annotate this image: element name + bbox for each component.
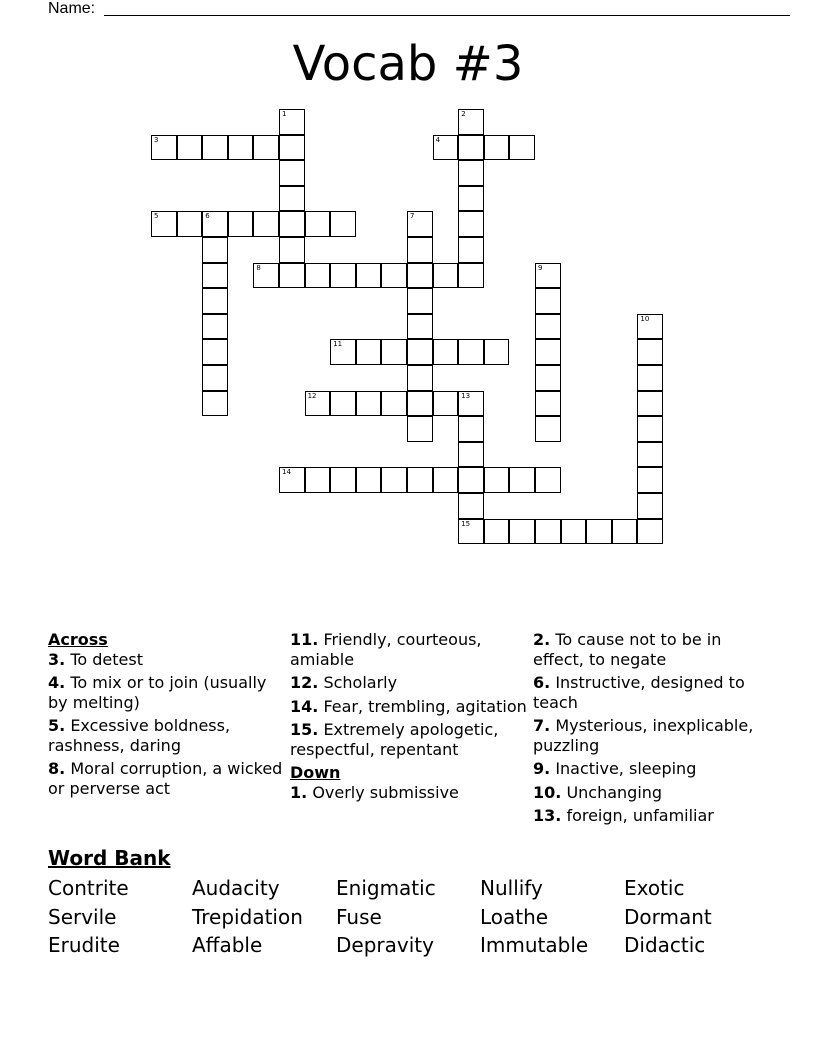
crossword-cell[interactable] — [484, 135, 510, 161]
crossword-cell[interactable] — [535, 365, 561, 391]
word-bank-item: Audacity — [192, 876, 280, 900]
crossword-cell[interactable] — [202, 339, 228, 365]
word-bank — [48, 874, 788, 960]
clue-number: 10 — [640, 314, 650, 323]
crossword-cell[interactable] — [407, 237, 433, 263]
crossword-cell[interactable] — [535, 391, 561, 417]
crossword-cell[interactable] — [356, 391, 382, 417]
word-bank-item: Nullify — [480, 876, 543, 900]
crossword-cell[interactable] — [177, 211, 203, 237]
across-clue — [290, 720, 530, 759]
clue-number: 11 — [333, 340, 343, 349]
crossword-cell[interactable] — [407, 211, 433, 237]
word-bank-heading: Word Bank — [48, 846, 171, 870]
clue-number: 1. — [290, 782, 308, 802]
clue-number: 7 — [410, 212, 415, 221]
word-bank-item: Erudite — [48, 933, 120, 957]
crossword-cell[interactable] — [151, 135, 177, 161]
crossword-cell[interactable] — [356, 339, 382, 365]
crossword-cell[interactable] — [202, 135, 228, 161]
clue-text: To mix or to join (usually by melting) — [48, 673, 267, 712]
across-clue — [290, 673, 530, 693]
crossword-cell[interactable] — [253, 211, 279, 237]
crossword-cell[interactable] — [458, 186, 484, 212]
clue-number: 4. — [48, 673, 66, 692]
crossword-cell[interactable] — [202, 237, 228, 263]
down-heading: Down — [290, 763, 341, 782]
crossword-cell[interactable] — [433, 391, 459, 417]
crossword-cell[interactable] — [305, 211, 331, 237]
crossword-cell[interactable] — [637, 339, 663, 365]
crossword-cell[interactable] — [330, 467, 356, 493]
name-field — [48, 0, 748, 20]
crossword-cell[interactable] — [407, 314, 433, 340]
word-bank-item: Trepidation — [192, 904, 303, 929]
clue-text: Overly submissive — [312, 782, 459, 802]
crossword-cell[interactable] — [535, 314, 561, 340]
clue-number: 5 — [154, 212, 159, 221]
crossword-cell[interactable] — [279, 160, 305, 186]
name-line[interactable] — [104, 15, 790, 16]
word-bank-item: Loathe — [480, 904, 549, 929]
across-clue — [290, 630, 530, 669]
crossword-cell[interactable] — [637, 416, 663, 442]
clue-text: Fear, trembling, agitation — [323, 696, 527, 716]
down-clue — [533, 630, 773, 669]
down-clue — [533, 716, 773, 755]
crossword-cell[interactable] — [535, 263, 561, 289]
clue-number: 2 — [461, 110, 466, 118]
clue-text: Scholarly — [323, 673, 398, 692]
crossword-cell[interactable] — [202, 211, 228, 237]
across-clue — [48, 716, 288, 755]
crossword-cell[interactable] — [253, 135, 279, 161]
crossword-cell[interactable] — [458, 416, 484, 442]
clue-number: 9 — [538, 263, 543, 272]
clue-number: 13 — [461, 391, 471, 400]
crossword-cell[interactable] — [381, 339, 407, 365]
crossword-cell[interactable] — [535, 416, 561, 442]
crossword-cell[interactable] — [561, 519, 587, 545]
crossword-cell[interactable] — [151, 211, 177, 237]
clue-number: 12. — [290, 673, 319, 692]
clue-number: 9. — [533, 759, 551, 778]
word-bank-item: Fuse — [336, 904, 382, 929]
down-clue — [533, 759, 773, 779]
word-bank-item: Dormant — [624, 904, 712, 929]
crossword-cell[interactable] — [228, 211, 254, 237]
crossword-cell[interactable] — [279, 237, 305, 263]
crossword-cell[interactable] — [458, 519, 484, 545]
crossword-cell[interactable] — [637, 519, 663, 545]
down-clue — [533, 806, 773, 826]
crossword-cell[interactable] — [356, 467, 382, 493]
crossword-cell[interactable] — [407, 288, 433, 314]
crossword-cell[interactable] — [407, 263, 433, 289]
crossword-cell[interactable] — [407, 391, 433, 417]
crossword-cell[interactable] — [433, 135, 459, 161]
crossword-cell[interactable] — [484, 339, 510, 365]
crossword-cell[interactable] — [202, 391, 228, 417]
across-clue — [48, 673, 288, 712]
clue-text: Extremely apologetic, respectful, repentant — [290, 720, 499, 759]
crossword-cell[interactable] — [279, 211, 305, 237]
across-clue — [48, 650, 288, 670]
word-bank-item: Contrite — [48, 876, 129, 900]
clue-number: 12 — [307, 391, 317, 400]
clues-column-2 — [290, 630, 530, 806]
clue-number: 1 — [282, 110, 287, 118]
clue-number: 15. — [290, 720, 319, 739]
clue-number: 3. — [48, 649, 66, 669]
crossword-cell[interactable] — [228, 135, 254, 161]
down-clue — [290, 783, 530, 803]
clue-number: 8. — [48, 759, 66, 778]
crossword-cell[interactable] — [535, 519, 561, 545]
crossword-cell[interactable] — [458, 109, 484, 135]
page-title: Vocab #3 — [292, 36, 524, 92]
clue-number: 15 — [461, 519, 471, 528]
crossword-cell[interactable] — [458, 135, 484, 161]
clue-text: To detest — [70, 649, 143, 669]
crossword-cell[interactable] — [433, 263, 459, 289]
crossword-cell[interactable] — [330, 263, 356, 289]
crossword-cell[interactable] — [279, 263, 305, 289]
crossword-cell[interactable] — [637, 493, 663, 519]
clue-number: 5. — [48, 716, 66, 735]
clue-text: Unchanging — [566, 782, 663, 802]
crossword-cell[interactable] — [637, 314, 663, 340]
crossword-cell[interactable] — [381, 263, 407, 289]
crossword-cell[interactable] — [458, 211, 484, 237]
crossword-cell[interactable] — [637, 467, 663, 493]
word-bank-item: Servile — [48, 904, 117, 929]
clue-text: Mysterious, inexplicable, puzzling — [533, 716, 754, 755]
crossword-cell[interactable] — [202, 263, 228, 289]
across-clue — [48, 759, 288, 798]
crossword-cell[interactable] — [458, 493, 484, 519]
crossword-cell[interactable] — [509, 467, 535, 493]
clue-number: 6 — [205, 212, 210, 221]
crossword-cell[interactable] — [509, 519, 535, 545]
clues-column-3 — [533, 630, 773, 830]
clue-number: 4 — [435, 135, 441, 144]
crossword-cell[interactable] — [253, 263, 279, 289]
crossword-cell[interactable] — [330, 391, 356, 417]
clue-text: Instructive, designed to teach — [533, 673, 745, 712]
word-bank-item: Depravity — [336, 933, 434, 957]
crossword-cell[interactable] — [458, 339, 484, 365]
across-clue — [290, 697, 530, 717]
crossword-cell[interactable] — [433, 339, 459, 365]
clue-number: 6. — [533, 673, 551, 692]
clue-number: 11. — [290, 630, 319, 649]
crossword-cell[interactable] — [305, 467, 331, 493]
crossword-cell[interactable] — [330, 211, 356, 237]
clue-number: 8 — [256, 263, 261, 272]
clue-number: 14. — [290, 696, 319, 716]
crossword-cell[interactable] — [407, 365, 433, 391]
crossword-cell[interactable] — [535, 288, 561, 314]
crossword-cell[interactable] — [637, 365, 663, 391]
crossword-cell[interactable] — [458, 467, 484, 493]
crossword-cell[interactable] — [279, 135, 305, 161]
crossword-cell[interactable] — [305, 391, 331, 417]
crossword-cell[interactable] — [305, 263, 331, 289]
crossword-cell[interactable] — [509, 135, 535, 161]
crossword-cell[interactable] — [586, 519, 612, 545]
clue-number: 2. — [533, 630, 551, 649]
clue-number: 14 — [282, 468, 291, 477]
crossword-cell[interactable] — [407, 416, 433, 442]
crossword-cell[interactable] — [279, 186, 305, 212]
word-bank-item: Enigmatic — [336, 876, 436, 900]
crossword-cell[interactable] — [637, 442, 663, 468]
clue-text: Moral corruption, a wicked or perverse act — [48, 759, 283, 798]
crossword-cell[interactable] — [458, 442, 484, 468]
word-bank-item: Affable — [192, 933, 263, 957]
crossword-cell[interactable] — [202, 314, 228, 340]
crossword-cell[interactable] — [279, 109, 305, 135]
crossword-cell[interactable] — [407, 339, 433, 365]
crossword-cell[interactable] — [535, 339, 561, 365]
crossword-cell[interactable] — [381, 467, 407, 493]
clue-text: foreign, unfamiliar — [566, 806, 714, 825]
crossword-cell[interactable] — [484, 467, 510, 493]
clue-text: To cause not to be in effect, to negate — [533, 630, 722, 669]
clue-number: 3 — [154, 135, 159, 144]
crossword-cell[interactable] — [458, 160, 484, 186]
crossword-cell[interactable] — [433, 467, 459, 493]
crossword-cell[interactable] — [458, 237, 484, 263]
clue-number: 7. — [533, 716, 551, 735]
crossword-cell[interactable] — [637, 391, 663, 417]
crossword-grid — [151, 109, 666, 549]
crossword-cell[interactable] — [381, 391, 407, 417]
down-clue — [533, 783, 773, 803]
name-label: Name: — [48, 0, 96, 17]
clue-text: Inactive, sleeping — [555, 759, 697, 778]
clue-number: 13. — [533, 806, 562, 825]
crossword-cell[interactable] — [202, 365, 228, 391]
down-clue — [533, 673, 773, 712]
crossword-cell[interactable] — [279, 467, 305, 493]
word-bank-item: Didactic — [624, 933, 706, 957]
word-bank-item: Exotic — [624, 876, 685, 900]
across-heading: Across — [48, 630, 108, 649]
crossword-cell[interactable] — [484, 519, 510, 545]
crossword-cell[interactable] — [458, 391, 484, 417]
clue-text: Friendly, courteous, amiable — [290, 630, 482, 669]
crossword-cell[interactable] — [612, 519, 638, 545]
crossword-cell[interactable] — [407, 467, 433, 493]
crossword-cell[interactable] — [356, 263, 382, 289]
crossword-cell[interactable] — [177, 135, 203, 161]
crossword-cell[interactable] — [458, 263, 484, 289]
crossword-cell[interactable] — [330, 339, 356, 365]
clues-column-1 — [48, 630, 288, 802]
crossword-cell[interactable] — [535, 467, 561, 493]
clue-number: 10. — [533, 782, 562, 802]
clue-text: Excessive boldness, rashness, daring — [48, 716, 231, 755]
crossword-cell[interactable] — [202, 288, 228, 314]
word-bank-item: Immutable — [480, 933, 589, 957]
